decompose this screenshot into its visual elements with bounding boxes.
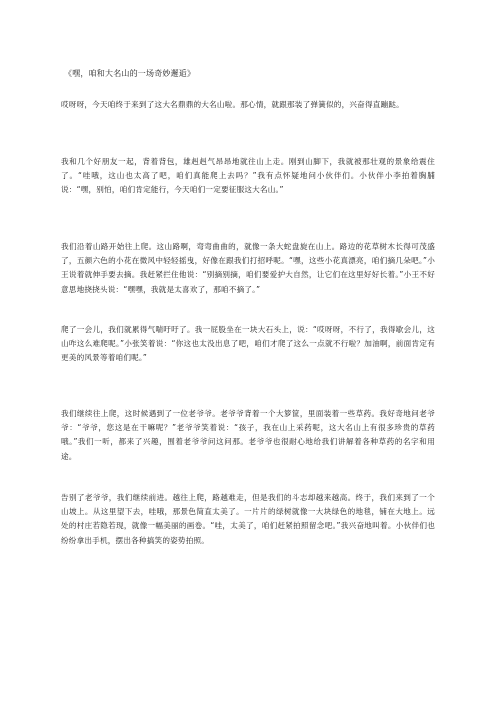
- paragraph-4: 爬了一会儿，我们就累得气喘吁吁了。我一屁股坐在一块大石头上，说：“哎呀呀，不行了，我得歇会儿，这山咋这么难爬呢。”小张笑着说：“你这也太没出息了吧，咱们才爬了这么一点就不行啦？加油啊，前面肯定有更美的风景等着咱们呢。”: [61, 325, 435, 363]
- paragraph-1: 哎呀呀，今天咱终于来到了这大名鼎鼎的大名山啦。那心情，就跟那装了弹簧似的，兴奋得直蹦跶。: [61, 100, 404, 109]
- paragraph-6: 告别了老爷爷，我们继续前进。越往上爬，路越难走，但是我们的斗志却越来越高。终于，我们来到了一个山坡上。从这里望下去，哇哦，那景色简直太美了。一片片的绿树就像一大块绿色的地毯，铺在大地上。远处的村庄若隐若现，就像一幅美丽的画卷。“哇，太美了，咱们赶紧拍照留念吧。”我兴奋地叫着。小伙伴们也纷纷拿出手机，摆出各种搞笑的姿势拍照。: [61, 493, 435, 545]
- paragraph-3: 我们沿着山路开始往上爬。这山路啊，弯弯曲曲的，就像一条大蛇盘旋在山上。路边的花草树木长得可茂盛了，五颜六色的小花在微风中轻轻摇曳，好像在跟我们打招呼呢。“嘿，这些小花真漂亮，咱们摘几朵吧。”小王说着就伸手要去摘。我赶紧拦住他说：“别摘别摘，咱们要爱护大自然，让它们在这里好好长着。”小王不好意思地挠挠头说：“嘿嘿，我就是太喜欢了，那咱不摘了。”: [61, 242, 435, 294]
- paragraph-5: 我们继续往上爬，这时候遇到了一位老爷爷。老爷爷背着一个大箩筐，里面装着一些草药。我好奇地问老爷爷：“爷爷，您这是在干嘛呢？”老爷爷笑着说：“孩子，我在山上采药呢，这大名山上有很多珍贵的草药哦。”我们一听，都来了兴趣，围着老爷爷问这问那。老爷爷也很耐心地给我们讲解着各种草药的名字和用途。: [61, 409, 435, 461]
- document-title: 《嘿，咱和大名山的一场奇妙邂逅》: [64, 69, 196, 78]
- paragraph-2: 我和几个好朋友一起，背着背包，雄赳赳气昂昂地就往山上走。刚到山脚下，我就被那壮观的景象给震住了。“哇哦，这山也太高了吧，咱们真能爬上去吗？”我有点怀疑地问小伙伴们。小伙伴小李拍着胸脯说：“嘿，别怕，咱们肯定能行，今天咱们一定要征服这大名山。”: [61, 157, 435, 195]
